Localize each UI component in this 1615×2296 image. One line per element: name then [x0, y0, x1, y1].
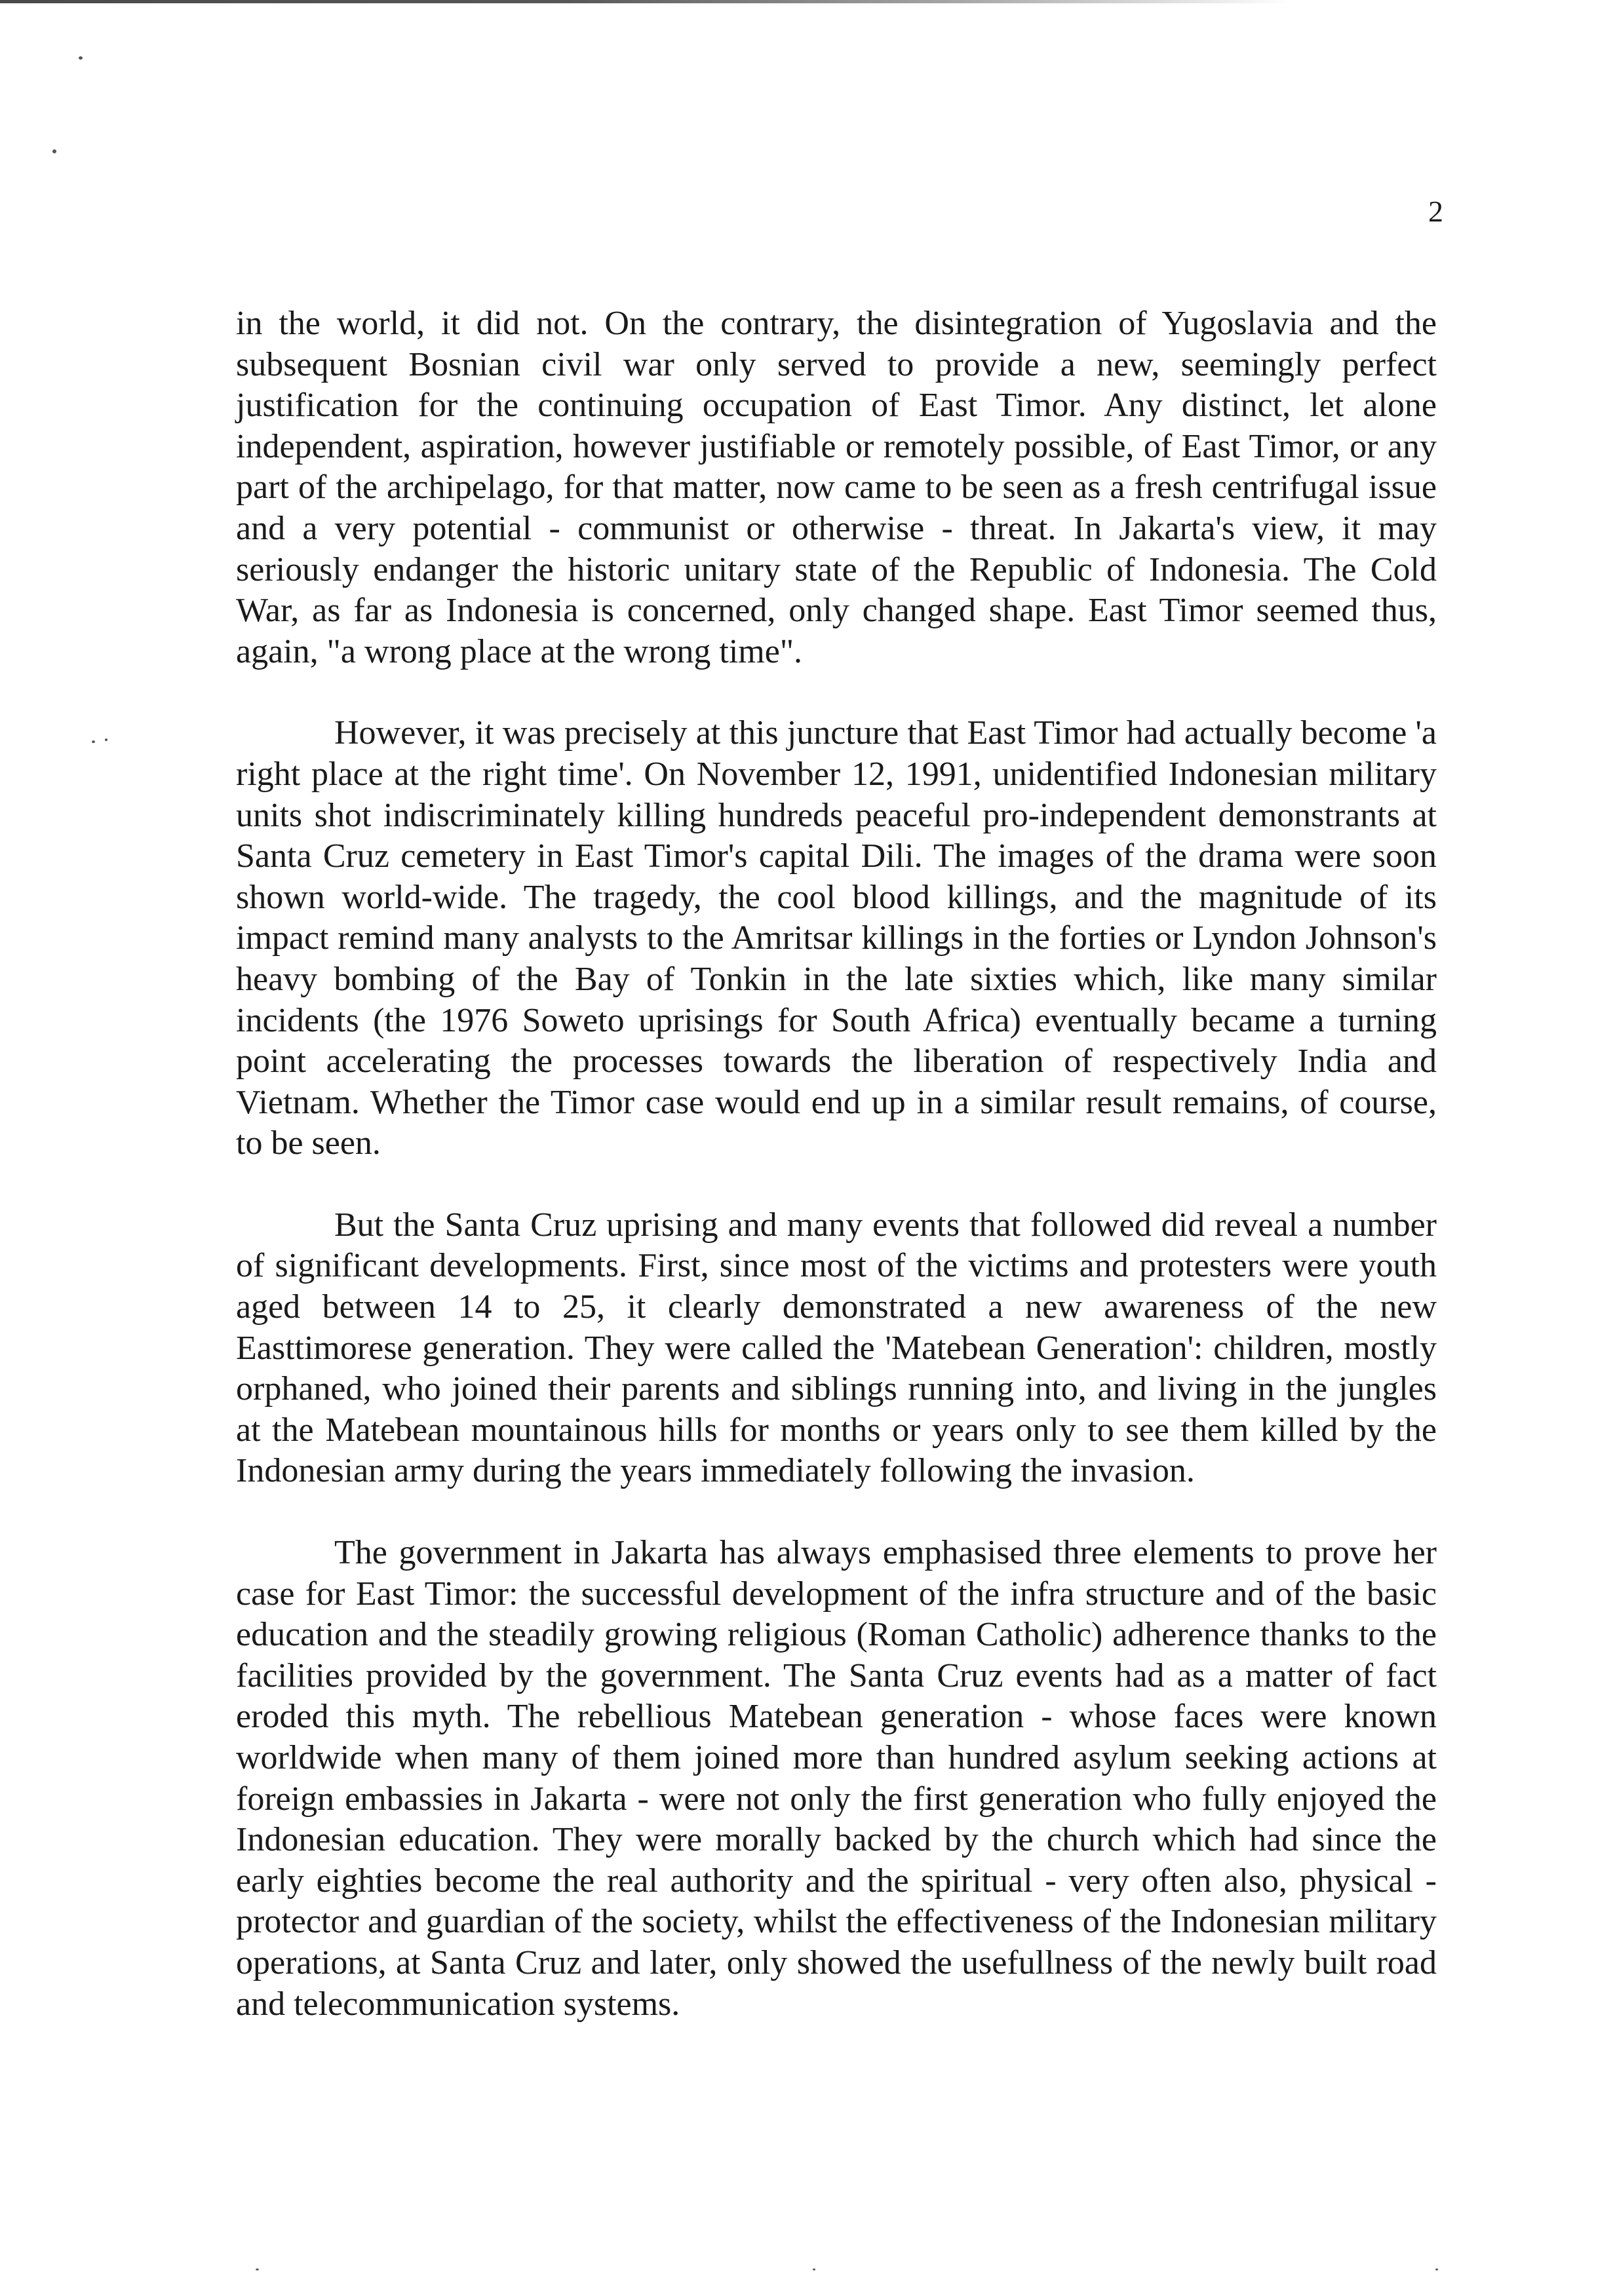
scan-bottom-specks [0, 2267, 1615, 2272]
scan-speck [105, 738, 107, 741]
scan-speck [92, 740, 95, 743]
page-body [236, 303, 1437, 2065]
scan-speck [1435, 2268, 1438, 2270]
scan-speck [79, 56, 83, 60]
paragraph: However, it was precisely at this juncture that East Timor had actually become 'a right place at the right time'. On November 12, 1991, unidentified Indonesian military units shot indiscriminately killing hundreds peaceful pro-independent demonstrants at Santa Cruz cemetery in East Timor's capital Dili. The images of the drama were soon shown world-wide. The tragedy, the cool blood killings, and the magnitude of its impact remind many analysts to the Amritsar killings in the forties or Lyndon Johnson's heavy bombing of the Bay of Tonkin in the late sixties which, like many similar incidents (the 1976 Soweto uprisings for South Africa) eventually became a turning point accelerating the processes towards the liberation of respectively India and Vietnam. Whether the Timor case would end up in a similar result remains, of course, to be seen. [236, 714, 1437, 1162]
page-number: 2 [1428, 195, 1443, 228]
scan-top-edge [0, 0, 1615, 3]
scan-speck [256, 2268, 259, 2270]
paragraph: in the world, it did not. On the contrary, the disintegration of Yugoslavia and the subsequent Bosnian civil war only served to provide a new, seemingly perfect justification for the continuing occupation of East Timor. Any distinct, let alone independent, aspiration, however justifiable or remotely possible, of East Timor, or any part of the archipelago, for that matter, now came to be seen as a fresh centrifugal issue and a very potential - communist or otherwise - threat. In Jakarta's view, it may seriously endanger the historic unitary state of the Republic of Indonesia. The Cold War, as far as Indonesia is concerned, only changed shape. East Timor seemed thus, again, "a wrong place at the wrong time". [236, 305, 1437, 670]
paragraph: But the Santa Cruz uprising and many events that followed did reveal a number of significant developments. First, since most of the victims and protesters were youth aged between 14 to 25, it clearly demonstrated a new awareness of the new Easttimorese generation. They were called the 'Matebean Generation': children, mostly orphaned, who joined their parents and siblings running into, and living in the jungles at the Matebean mountainous hills for months or years only to see them killed by the Indonesian army during the years immediately following the invasion. [236, 1206, 1437, 1490]
scan-speck [52, 149, 56, 153]
paragraph: The government in Jakarta has always emphasised three elements to prove her case for East Timor: the successful development of the infra structure and of the basic education and the steadily growing religious (Roman Catholic) adherence thanks to the facilities provided by the government. The Santa Cruz events had as a matter of fact eroded this myth. The rebellious Matebean generation - whose faces were known worldwide when many of them joined more than hundred asylum seeking actions at foreign embassies in Jakarta - were not only the first generation who fully enjoyed the Indonesian education. They were morally backed by the church which had since the early eighties become the real authority and the spiritual - very often also, physical - protector and guardian of the society, whilst the effectiveness of the Indonesian military operations, at Santa Cruz and later, only showed the usefullness of the newly built road and telecommunication systems. [236, 1534, 1437, 2023]
scan-speck [813, 2268, 815, 2270]
